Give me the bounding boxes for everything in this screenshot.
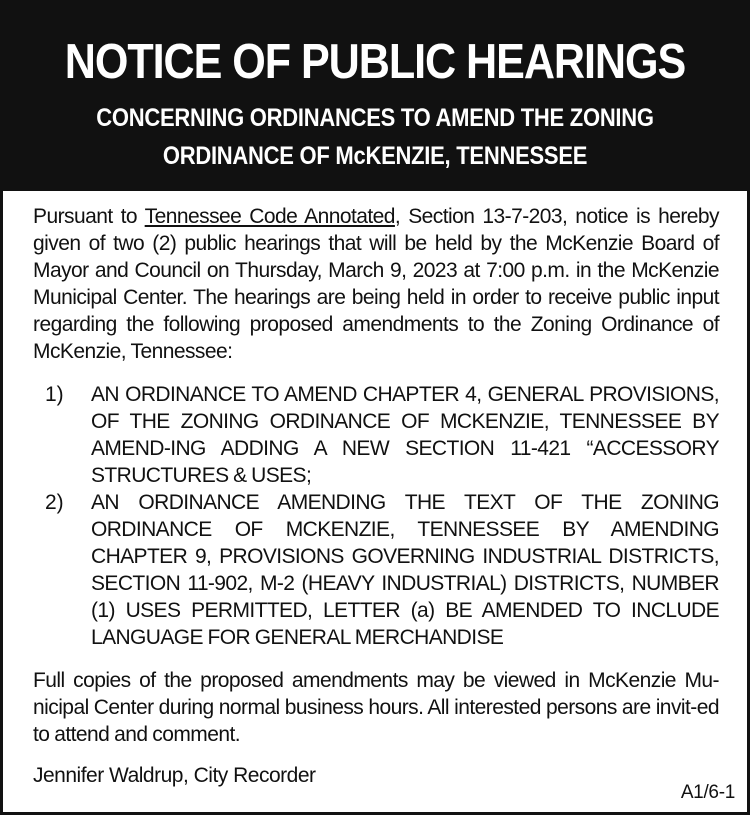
intro-paragraph [33,203,719,365]
closing-paragraph: Full copies of the proposed amendments may be viewed in McKenzie Mu-nicipal Center during normal business hours. All interested persons are invit-ed to attend and comment. [33,669,719,746]
notice-subtitle [48,99,703,175]
notice-header [3,3,747,191]
ad-code: A1/6-1 [680,782,735,803]
list-item [33,489,719,651]
code-reference: Tennessee Code Annotated [144,205,395,228]
subtitle-line-1: CONCERNING ORDINANCES TO AMEND THE ZONING [96,104,654,132]
list-item-number: 1) [45,383,64,406]
list-item [33,381,719,489]
intro-lead: Pursuant to [33,205,145,228]
signature: Jennifer Waldrup, City Recorder [33,764,316,787]
intro-text: , Section 13-7-203, notice is hereby given of two (2) public hearings that will be held by the McKenzie Board of Mayor and Council on Thursday, March 9, 2023 at 7:00 p.m. in the McKenzie Municipal Center. The hearings are being held in order to receive public input regarding the following proposed amendments to the Zoning Ordinance of McKenzie, Tennessee: [33,205,719,363]
notice-title: NOTICE OF PUBLIC HEARINGS [64,35,686,89]
subtitle-line-2: ORDINANCE OF McKENZIE, TENNESSEE [162,142,588,170]
list-item-text: AN ORDINANCE AMENDING THE TEXT OF THE ZONING ORDINANCE OF MCKENZIE, TENNESSEE BY AMENDING CHAPTER 9, PROVISIONS GOVERNING INDUSTRIAL DISTRICTS, SECTION 11-902, M-2 (HEAVY INDUSTRIAL) DISTRICTS, NUMBER (1) USES PERMITTED, LETTER (a) BE AMENDED TO INCLUDE LANGUAGE FOR GENERAL MERCHANDISE [91,491,719,649]
list-item-text: AN ORDINANCE TO AMEND CHAPTER 4, GENERAL PROVISIONS, OF THE ZONING ORDINANCE OF MCKENZIE, TENNESSEE BY AMEND-ING ADDING A NEW SECTION 11-421 “ACCESSORY STRUCTURES & USES; [91,383,719,487]
list-item-number: 2) [45,491,64,514]
amendments-list [33,381,719,651]
notice-body [3,191,747,789]
